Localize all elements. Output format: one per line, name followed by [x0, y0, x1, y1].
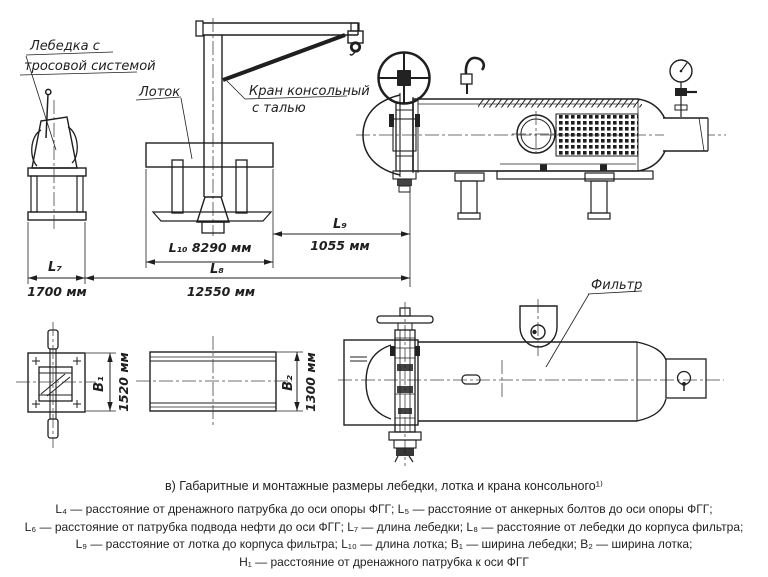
b1-label: B₁	[92, 376, 107, 392]
vessel-supports	[455, 165, 653, 220]
winch-label-line2: тросовой системой	[24, 59, 156, 74]
l10-label: L₁₀ 8290 мм	[168, 240, 252, 255]
body-slot	[462, 375, 480, 384]
figure-caption: в) Габаритные и монтажные размеры лебедки, лотка и крана консольного¹⁾	[165, 479, 603, 493]
fgg-filter-view	[356, 53, 726, 288]
l7-label: L₇	[48, 260, 62, 275]
legend-line-4: H₁ — расстояние от дренажного патрубка к оси ФГГ	[239, 554, 529, 569]
pressure-gauge	[670, 60, 697, 117]
crane-label-line1: Кран консольный	[249, 84, 370, 99]
crane-drawing	[196, 18, 363, 236]
manhole	[512, 111, 560, 157]
crane-leader-line	[227, 81, 245, 99]
outlet-nozzle	[663, 118, 708, 151]
l9-value: 1055 мм	[310, 238, 370, 253]
dimension-b1	[86, 352, 131, 412]
dimension-l8	[85, 262, 410, 299]
b2-value: 1300 мм	[303, 352, 318, 412]
filter-valve	[377, 302, 433, 466]
b1-value: 1520 мм	[116, 352, 131, 412]
lifting-lug	[520, 299, 557, 356]
filter-callout	[546, 278, 642, 367]
perforated-grid	[556, 114, 638, 156]
lifting-hook	[461, 58, 484, 94]
hoist-trolley	[348, 23, 363, 55]
filter-leader-line	[546, 294, 589, 367]
top-hatch-band	[478, 100, 642, 108]
l8-value: 12550 мм	[186, 284, 256, 299]
tray-label: Лоток	[139, 85, 181, 100]
l8-label: L₈	[210, 262, 224, 277]
dimension-b2	[277, 352, 318, 412]
l9-label: L₉	[333, 217, 347, 232]
tray-callout	[136, 85, 192, 159]
tray-top-view	[136, 336, 292, 427]
dimension-l10	[146, 169, 273, 268]
filter-side-view	[338, 278, 724, 466]
winch-top-view	[16, 322, 96, 448]
dimension-legend	[0, 501, 768, 571]
crane-label-line2: с талью	[252, 101, 306, 116]
crane-callout	[227, 81, 370, 116]
winch-label-line1: Лебедка с	[30, 39, 100, 54]
l7-value: 1700 мм	[27, 284, 87, 299]
crane-brace	[223, 35, 345, 80]
filter-label: Фильтр	[591, 278, 643, 293]
dimension-l7	[27, 260, 87, 299]
tray-leader-line	[181, 98, 192, 159]
b2-label: B₂	[281, 375, 296, 391]
tray-side-view	[146, 143, 273, 233]
winch-callout	[20, 39, 156, 150]
legend-line-3: L₉ — расстояние от лотка до корпуса фильтра; L₁₀ — длина лотка; B₁ — ширина лебедки; B₂ — ширина лотка;	[75, 537, 693, 552]
filter-nozzle	[666, 359, 706, 398]
dimension-l9	[273, 217, 410, 253]
legend-line-2: L₆ — расстояние от патрубка подвода нефти до оси ФГГ; L₇ — длина лебедки; L₈ — расстояние от лебедки до корпуса фильтра;	[24, 519, 744, 534]
legend-line-1: L₄ — расстояние от дренажного патрубка до оси опоры ФГГ; L₅ — расстояние от анкерных болтов до оси опоры ФГГ;	[55, 502, 713, 516]
winch-front-view	[28, 89, 86, 284]
